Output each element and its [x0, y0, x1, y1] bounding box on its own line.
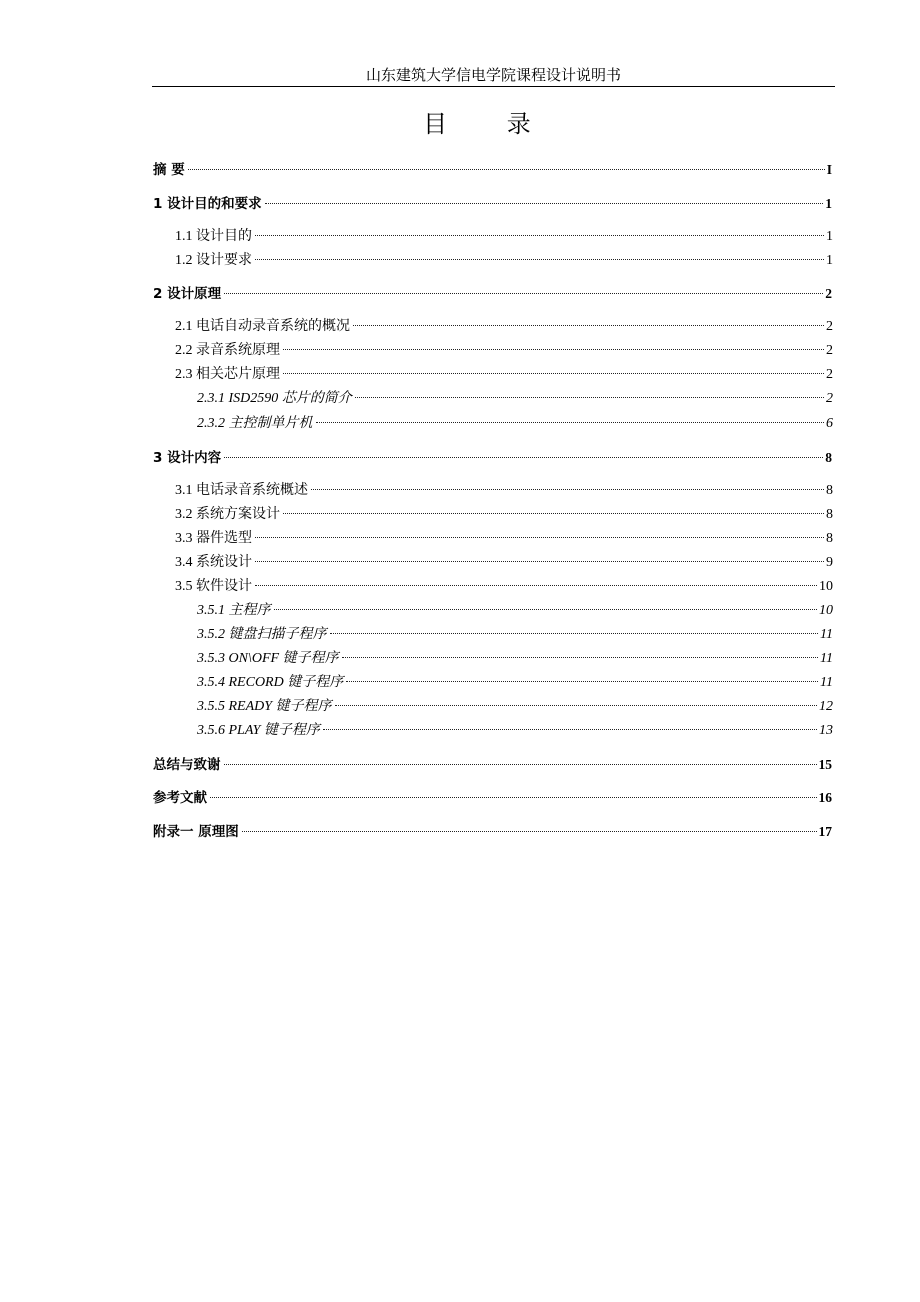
toc-dot-leader — [342, 657, 818, 658]
toc-page-number: 2 — [826, 391, 833, 406]
toc-entry[interactable] — [153, 755, 832, 775]
toc-entry-label: 3.5 软件设计 — [175, 579, 252, 594]
toc-page-number: 10 — [819, 579, 833, 594]
toc-entry[interactable] — [175, 227, 833, 247]
toc-entry[interactable] — [175, 251, 833, 271]
toc-entry-label: 附录一 原理图 — [153, 824, 239, 840]
toc-entry[interactable] — [153, 194, 832, 214]
toc-entry-label: 3.5.4 RECORD 键子程序 — [197, 675, 344, 690]
toc-entry[interactable] — [153, 788, 832, 808]
toc-entry[interactable] — [175, 553, 833, 573]
toc-entry[interactable] — [175, 481, 833, 501]
toc-page-number: 11 — [820, 651, 833, 666]
toc-entry-label: 2 设计原理 — [153, 286, 222, 302]
toc-entry[interactable] — [153, 448, 832, 468]
toc-page-number: 12 — [819, 699, 833, 714]
toc-entry[interactable] — [175, 317, 833, 337]
toc-page-number: 2 — [826, 367, 833, 382]
toc-dot-leader — [224, 457, 823, 458]
toc-entry[interactable] — [197, 389, 833, 409]
toc-entry-label: 3.4 系统设计 — [175, 555, 252, 570]
toc-dot-leader — [346, 681, 818, 682]
toc-entry-label: 3.2 系统方案设计 — [175, 507, 280, 522]
toc-page-number: 11 — [820, 675, 833, 690]
toc-entry[interactable] — [175, 577, 833, 597]
toc-entry-label: 2.1 电话自动录音系统的概况 — [175, 319, 350, 334]
toc-dot-leader — [210, 797, 817, 798]
toc-entry-label: 参考文献 — [153, 790, 207, 806]
toc-entry[interactable] — [175, 505, 833, 525]
toc-dot-leader — [255, 561, 824, 562]
toc-page-number: 6 — [826, 416, 833, 431]
toc-dot-leader — [283, 349, 824, 350]
toc-dot-leader — [265, 203, 824, 204]
toc-page-number: 11 — [820, 627, 833, 642]
toc-entry[interactable] — [197, 697, 833, 717]
toc-dot-leader — [274, 609, 818, 610]
toc-entry-label: 3.5.1 主程序 — [197, 603, 271, 618]
toc-page-number: 2 — [825, 286, 832, 301]
toc-dot-leader — [311, 489, 824, 490]
toc-entry[interactable] — [197, 721, 833, 741]
toc-entry[interactable] — [197, 649, 833, 669]
toc-entry-label: 3.5.5 READY 键子程序 — [197, 699, 332, 714]
toc-dot-leader — [224, 293, 823, 294]
toc-page-number: 8 — [826, 507, 833, 522]
toc-dot-leader — [283, 513, 824, 514]
toc-page-number: 8 — [825, 450, 832, 465]
toc-entry-label: 1.1 设计目的 — [175, 229, 252, 244]
toc-page-number: 1 — [826, 229, 833, 244]
toc-entry-label: 2.3.1 ISD2590 芯片的简介 — [197, 391, 352, 406]
toc-page-number: 2 — [826, 319, 833, 334]
toc-page-number: 16 — [818, 790, 832, 805]
toc-page-number: 17 — [818, 824, 832, 839]
toc-entry-label: 2.3.2 主控制单片机 — [197, 416, 313, 431]
toc-dot-leader — [323, 729, 817, 730]
toc-entry-label: 3.5.2 键盘扫描子程序 — [197, 627, 327, 642]
toc-entry[interactable] — [197, 625, 833, 645]
toc-dot-leader — [224, 764, 817, 765]
toc-entry-label: 总结与致谢 — [153, 757, 221, 773]
toc-entry-label: 3.5.6 PLAY 键子程序 — [197, 723, 320, 738]
toc-dot-leader — [330, 633, 819, 634]
header-rule — [152, 86, 835, 87]
toc-entry[interactable] — [197, 601, 833, 621]
toc-page-number: 9 — [826, 555, 833, 570]
toc-entry-label: 1 设计目的和要求 — [153, 196, 262, 212]
toc-page-number: 10 — [819, 603, 833, 618]
toc-page-number: 1 — [825, 196, 832, 211]
toc-entry[interactable] — [175, 365, 833, 385]
toc-dot-leader — [188, 169, 825, 170]
toc-page-number: 13 — [819, 723, 833, 738]
toc-dot-leader — [255, 235, 824, 236]
toc-dot-leader — [355, 397, 824, 398]
toc-page-number: 8 — [826, 531, 833, 546]
toc-entry-label: 1.2 设计要求 — [175, 253, 252, 268]
toc-entry[interactable] — [153, 284, 832, 304]
toc-entry[interactable] — [153, 822, 832, 842]
toc-entry[interactable] — [175, 529, 833, 549]
running-header: 山东建筑大学信电学院课程设计说明书 — [365, 66, 621, 84]
toc-page-number: 8 — [826, 483, 833, 498]
toc-entry[interactable] — [197, 414, 833, 434]
toc-entry-label: 3 设计内容 — [153, 450, 222, 466]
toc-page-number: 2 — [826, 343, 833, 358]
toc-entry-label: 摘 要 — [153, 162, 185, 178]
toc-dot-leader — [242, 831, 817, 832]
toc-page-number: I — [826, 162, 832, 177]
toc-entry-label: 2.3 相关芯片原理 — [175, 367, 280, 382]
toc-dot-leader — [335, 705, 817, 706]
toc-dot-leader — [255, 259, 824, 260]
toc-page-number: 1 — [826, 253, 833, 268]
toc-dot-leader — [255, 537, 824, 538]
toc-entry-label: 3.1 电话录音系统概述 — [175, 483, 308, 498]
toc-entry[interactable] — [153, 160, 832, 180]
toc-entry[interactable] — [175, 341, 833, 361]
toc-entry[interactable] — [197, 673, 833, 693]
toc-dot-leader — [353, 325, 824, 326]
toc-title: 目 录 — [423, 110, 557, 138]
toc-entry-label: 2.2 录音系统原理 — [175, 343, 280, 358]
toc-dot-leader — [255, 585, 817, 586]
toc-page-number: 15 — [818, 757, 832, 772]
toc-dot-leader — [316, 422, 825, 423]
toc-entry-label: 3.3 器件选型 — [175, 531, 252, 546]
toc-dot-leader — [283, 373, 824, 374]
toc-entry-label: 3.5.3 ON\OFF 键子程序 — [197, 651, 339, 666]
